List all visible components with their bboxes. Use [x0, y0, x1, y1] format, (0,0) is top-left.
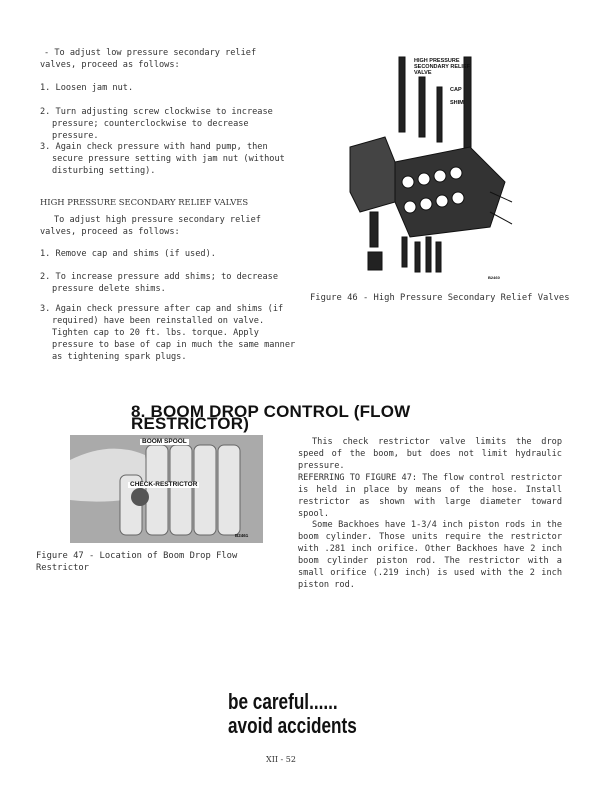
high-pressure-intro: To adjust high pressure secondary relief valves, proceed as follows:	[40, 215, 261, 237]
valve-bank-photo	[70, 435, 263, 543]
high-pressure-step-2: 2. To increase pressure add shims; to decrease pressure delete shims.	[40, 272, 278, 294]
section-8-heading: 8. BOOM DROP CONTROL (FLOW RESTRICTOR)	[131, 402, 411, 433]
safety-slogan-line-1: be careful......	[228, 689, 338, 714]
figure-46-exploded-valve-diagram	[340, 52, 520, 287]
figure-47-photo	[70, 435, 263, 543]
high-pressure-step-1: 1. Remove cap and shims (if used).	[40, 249, 216, 259]
figure-46-code: B2460	[488, 275, 500, 280]
figure-47-code: B2461	[235, 533, 249, 538]
figure-46-label-valve: HIGH PRESSURE SECONDARY RELIEF VALVE	[414, 58, 470, 76]
section-8-paragraph-3: Some Backhoes have 1-3/4 inch piston rods in the boom cylinder. Those units require the restrictor with .281 inch orifice. Other Backhoes have 2 inch boom cylinder piston rod. The restrictor with a small orifice (.219 inch) is used with the 2 inch piston rod.	[298, 520, 562, 590]
safety-slogan-line-2: avoid accidents	[228, 713, 357, 738]
figure-46-label-shim: SHIM	[450, 100, 464, 106]
figure-47-label-restrictor: CHECK-RESTRICTOR	[130, 481, 198, 488]
figure-47-caption: Figure 47 - Location of Boom Drop Flow Restrictor	[36, 551, 238, 573]
page-number: XII - 52	[266, 755, 296, 764]
low-pressure-step-1: 1. Loosen jam nut.	[40, 83, 134, 93]
figure-47-label-spool: BOOM SPOOL	[142, 438, 187, 445]
high-pressure-heading: HIGH PRESSURE SECONDARY RELIEF VALVES	[40, 197, 249, 207]
figure-46-label-cap: CAP	[450, 87, 462, 93]
valve-assembly-drawing	[340, 52, 520, 287]
low-pressure-step-3: 3. Again check pressure with hand pump, then secure pressure setting with jam nut (without disturbing setting).	[40, 142, 285, 176]
figure-46-caption: Figure 46 - High Pressure Secondary Relief Valves	[310, 293, 570, 303]
high-pressure-step-3: 3. Again check pressure after cap and shims (if required) have been reinstalled on valve. Tighten cap to 20 ft. lbs. torque. Apply pressure to base of cap in much the same manner as tightening spark plugs.	[40, 304, 296, 362]
section-8-paragraph-2: REFERRING TO FIGURE 47: The flow control restrictor is held in place by means of the hose. Install restrictor as shown with large diameter toward spool.	[298, 473, 562, 519]
low-pressure-step-2: 2. Turn adjusting screw clockwise to increase pressure; counterclockwise to decrease pressure.	[40, 107, 273, 141]
low-pressure-intro: - To adjust low pressure secondary relief valves, proceed as follows:	[40, 48, 257, 70]
section-8-paragraph-1: This check restrictor valve limits the drop speed of the boom, but does not limit hydraulic pressure.	[298, 437, 562, 471]
